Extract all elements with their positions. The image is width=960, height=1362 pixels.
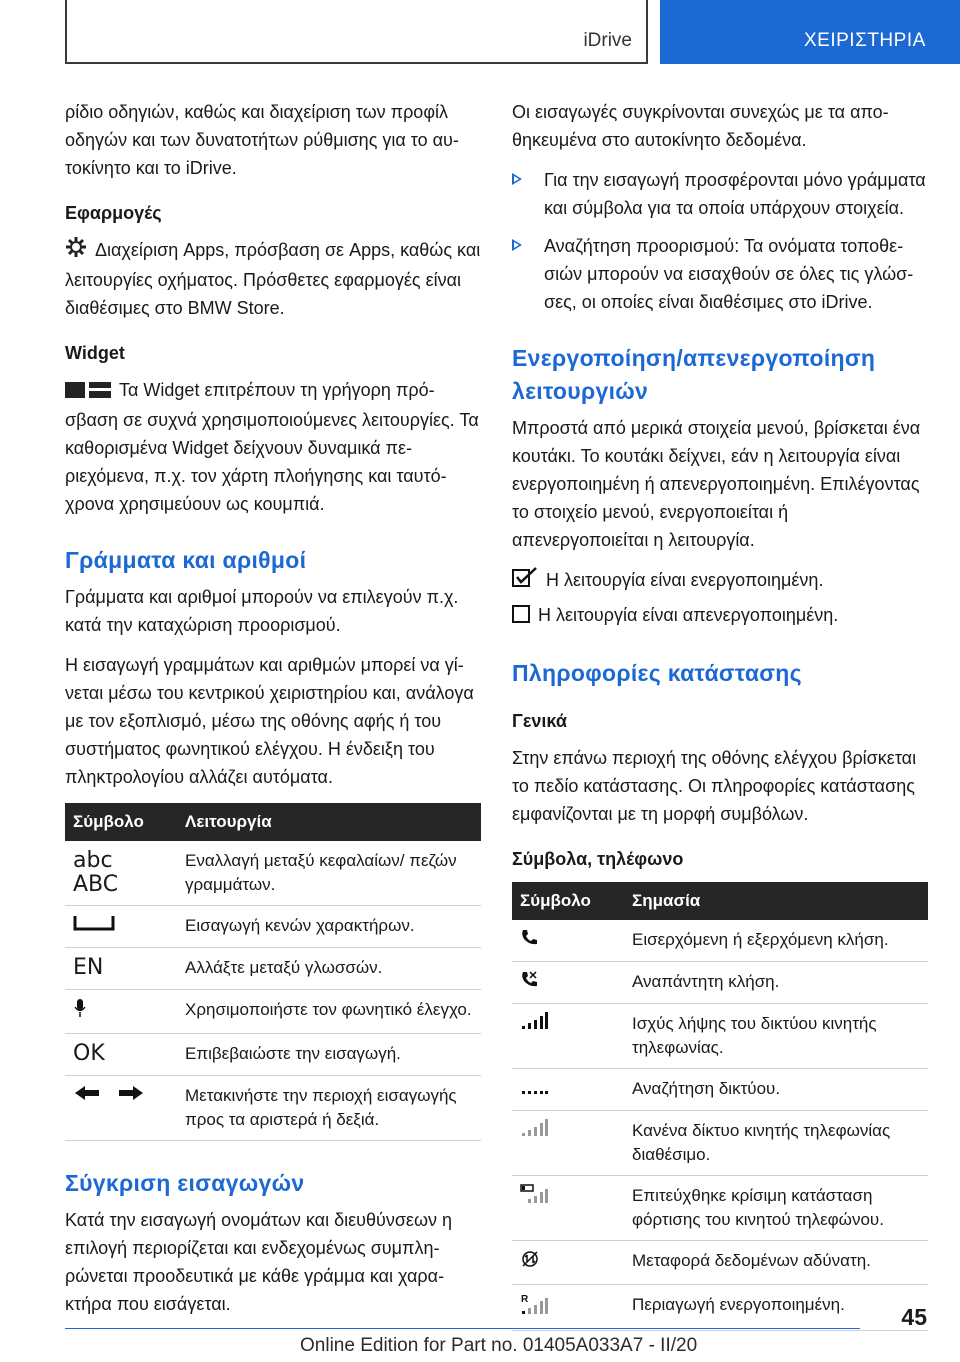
language-symbol: EN xyxy=(65,947,177,989)
apps-text: Διαχείριση Apps, πρόσβαση σε Apps, καθώς και λειτουργίες οχήματος. Πρόσθετες εφαρμογές είναι διαθέσιμες στο BMW Store. xyxy=(65,240,481,319)
table-cell: Εναλλαγή μεταξύ κεφαλαίων/ πεζών γραμμάτων. xyxy=(177,841,481,906)
input-symbols-table xyxy=(65,803,481,1141)
list-item: Για την εισαγωγή προσφέρονται μόνο γράμματα και σύμβολα για τα οποία υπάρχουν στοιχεία. xyxy=(512,166,928,222)
table-cell: Επιτεύχθηκε κρίσιμη κατάσταση φόρτισης του κινητού τηλεφώνου. xyxy=(624,1175,928,1240)
case-toggle-symbol: abc ABC xyxy=(65,841,177,906)
table-header-symbol: Σύμβολο xyxy=(65,803,177,841)
phone-call-icon xyxy=(512,920,624,962)
apps-heading: Εφαρμογές xyxy=(65,203,162,223)
compare-heading: Σύγκριση εισαγωγών xyxy=(65,1169,305,1196)
widget-icon xyxy=(65,378,111,406)
table-cell: Ισχύς λήψης του δικτύου κινητής τηλεφωνίας. xyxy=(624,1003,928,1068)
table-cell: Χρησιμοποιήστε τον φωνητικό έλεγχο. xyxy=(177,989,481,1033)
table-row xyxy=(65,905,481,947)
microphone-icon xyxy=(65,989,177,1033)
table-cell: Αναπάντητη κλήση. xyxy=(624,961,928,1003)
table-row xyxy=(65,841,481,906)
ok-symbol: OK xyxy=(65,1033,177,1075)
table-header-symbol: Σύμβολο xyxy=(512,882,624,920)
header-frame xyxy=(65,0,648,64)
triangle-bullet-icon xyxy=(512,239,522,251)
phone-symbols-heading: Σύμβολα, τηλέφωνο xyxy=(512,848,684,869)
general-paragraph: Στην επάνω περιοχή της οθόνης ελέγχου βρίσκεται το πεδίο κατάστασης. Οι πληροφορίες κατάστασης εμφανίζονται με τη μορφή συμβόλων. xyxy=(512,747,917,824)
apps-paragraph xyxy=(65,236,481,322)
table-row xyxy=(512,1110,928,1175)
table-cell: Αναζήτηση δικτύου. xyxy=(624,1068,928,1110)
bullet-list xyxy=(512,166,928,316)
low-battery-icon xyxy=(512,1175,624,1240)
unchecked-line: Η λειτουργία είναι απενεργοποιημένη. xyxy=(512,601,928,630)
table-row xyxy=(512,1240,928,1284)
activate-paragraph: Μπροστά από μερικά στοιχεία μενού, βρίσκεται ένα κουτάκι. Το κουτάκι δείχνει, εάν η λειτουργία είναι ενεργοποιημένη ή απενεργοποιημένη. Επιλέγοντας το στοιχείο μενού, ενεργοποιείται ή απενεργοποιείται η λειτουργία. xyxy=(512,418,921,550)
activate-heading: Ενεργοποίηση/απενεργοποίηση λειτουργιών xyxy=(512,345,876,404)
table-row xyxy=(512,1175,928,1240)
header-chapter-tab: ΧΕΙΡΙΣΤΗΡΙΑ xyxy=(660,0,960,64)
status-heading: Πληροφορίες κατάστασης xyxy=(512,659,802,686)
left-column xyxy=(65,98,481,1330)
checkbox-empty-icon xyxy=(512,603,530,631)
widget-text: Τα Widget επιτρέπουν τη γρήγορη πρόσβαση σε συχνά χρησιμοποιούμενες λειτουργίες. Τα καθορισμένα Widget δείχνουν δυναμικά περιεχόμενα, π.χ. τον χάρτη πλοήγησης και ταυτόχρονα χρησιμεύουν ως κουμπιά. xyxy=(65,380,479,514)
network-search-icon xyxy=(512,1068,624,1110)
table-cell: Επιβεβαιώστε την εισαγωγή. xyxy=(177,1033,481,1075)
footer-divider xyxy=(65,1328,860,1329)
table-header-row xyxy=(512,882,928,920)
table-row xyxy=(65,947,481,989)
roaming-letter: R xyxy=(521,1293,529,1305)
letters-paragraph-1: Γράμματα και αριθμοί μπορούν να επιλεγούν π.χ. κατά την καταχώριση προορισμού. xyxy=(65,586,459,635)
table-row xyxy=(65,1033,481,1075)
signal-strength-icon xyxy=(512,1003,624,1068)
letters-heading: Γράμματα και αριθμοί xyxy=(65,546,307,573)
checked-line: Η λειτουργία είναι ενεργοποιημένη. xyxy=(512,566,928,595)
right-intro-paragraph: Οι εισαγωγές συγκρίνονται συνεχώς με τα αποθηκευμένα στο αυτοκίνητο δεδομένα. xyxy=(512,102,889,150)
table-header-function: Λειτουργία xyxy=(177,803,481,841)
table-cell: Μεταφορά δεδομένων αδύνατη. xyxy=(624,1240,928,1284)
roaming-icon xyxy=(512,1284,624,1330)
table-row xyxy=(512,1068,928,1110)
checkbox-checked-icon xyxy=(512,567,538,595)
table-cell: Μετακινήστε την περιοχή εισαγωγής προς τα αριστερά ή δεξιά. xyxy=(177,1075,481,1140)
table-row xyxy=(65,1075,481,1140)
widget-paragraph xyxy=(65,376,481,517)
table-header-row xyxy=(65,803,481,841)
table-header-meaning: Σημασία xyxy=(624,882,928,920)
triangle-bullet-icon xyxy=(512,173,522,185)
table-cell: Περιαγωγή ενεργοποιημένη. xyxy=(624,1284,928,1330)
left-intro-paragraph: ρίδιο οδηγιών, καθώς και διαχείριση των προφίλ οδηγών και των δυνατοτήτων ρύθμισης για το αυτοκίνητο και το iDrive. xyxy=(65,102,459,178)
space-icon xyxy=(65,905,177,947)
letters-paragraph-2: Η εισαγωγή γραμμάτων και αριθμών μπορεί να γίνεται μέσω του κεντρικού χειριστηρίου και, ανάλογα με τον εξοπλισμό, μέσω της οθόνης αφής ή του συστήματος φωνητικού ελέγχου. Η ένδειξη του πληκτρολογίου αλλάζει αυτόματα. xyxy=(65,654,474,787)
table-row xyxy=(512,1284,928,1330)
list-item: Αναζήτηση προορισμού: Τα ονόματα τοποθεσιών μπορούν να εισαχθούν σε όλες τις γλώσσες, οι οποίες είναι διαθέσιμες στο iDrive. xyxy=(512,232,928,316)
table-row xyxy=(65,989,481,1033)
no-network-icon xyxy=(512,1110,624,1175)
right-column xyxy=(512,98,928,1337)
gear-icon xyxy=(65,236,87,266)
table-cell: Κανένα δίκτυο κινητής τηλεφωνίας διαθέσιμο. xyxy=(624,1110,928,1175)
table-row xyxy=(512,920,928,962)
page-number: 45 xyxy=(901,1304,927,1330)
arrow-left-right-icon xyxy=(65,1075,177,1140)
table-row xyxy=(512,1003,928,1068)
footer-edition: Online Edition for Part no. 01405A033A7 - II/20 xyxy=(300,1335,698,1356)
table-cell: Εισαγωγή κενών χαρακτήρων. xyxy=(177,905,481,947)
widget-heading: Widget xyxy=(65,343,125,364)
compare-paragraph: Κατά την εισαγωγή ονομάτων και διευθύνσεων η επιλογή περιορίζεται και ενδεχομένως συμπληρώνεται προοδευτικά με κάθε γράμμα και χαρακτήρα που εισάγεται. xyxy=(65,1209,453,1314)
table-row xyxy=(512,961,928,1003)
general-heading: Γενικά xyxy=(512,710,567,731)
header-section-title: iDrive xyxy=(583,30,632,51)
data-transfer-unavailable-icon xyxy=(512,1240,624,1284)
table-cell: Εισερχόμενη ή εξερχόμενη κλήση. xyxy=(624,920,928,962)
phone-symbols-table xyxy=(512,882,928,1331)
table-cell: Αλλάξτε μεταξύ γλωσσών. xyxy=(177,947,481,989)
missed-call-icon xyxy=(512,961,624,1003)
